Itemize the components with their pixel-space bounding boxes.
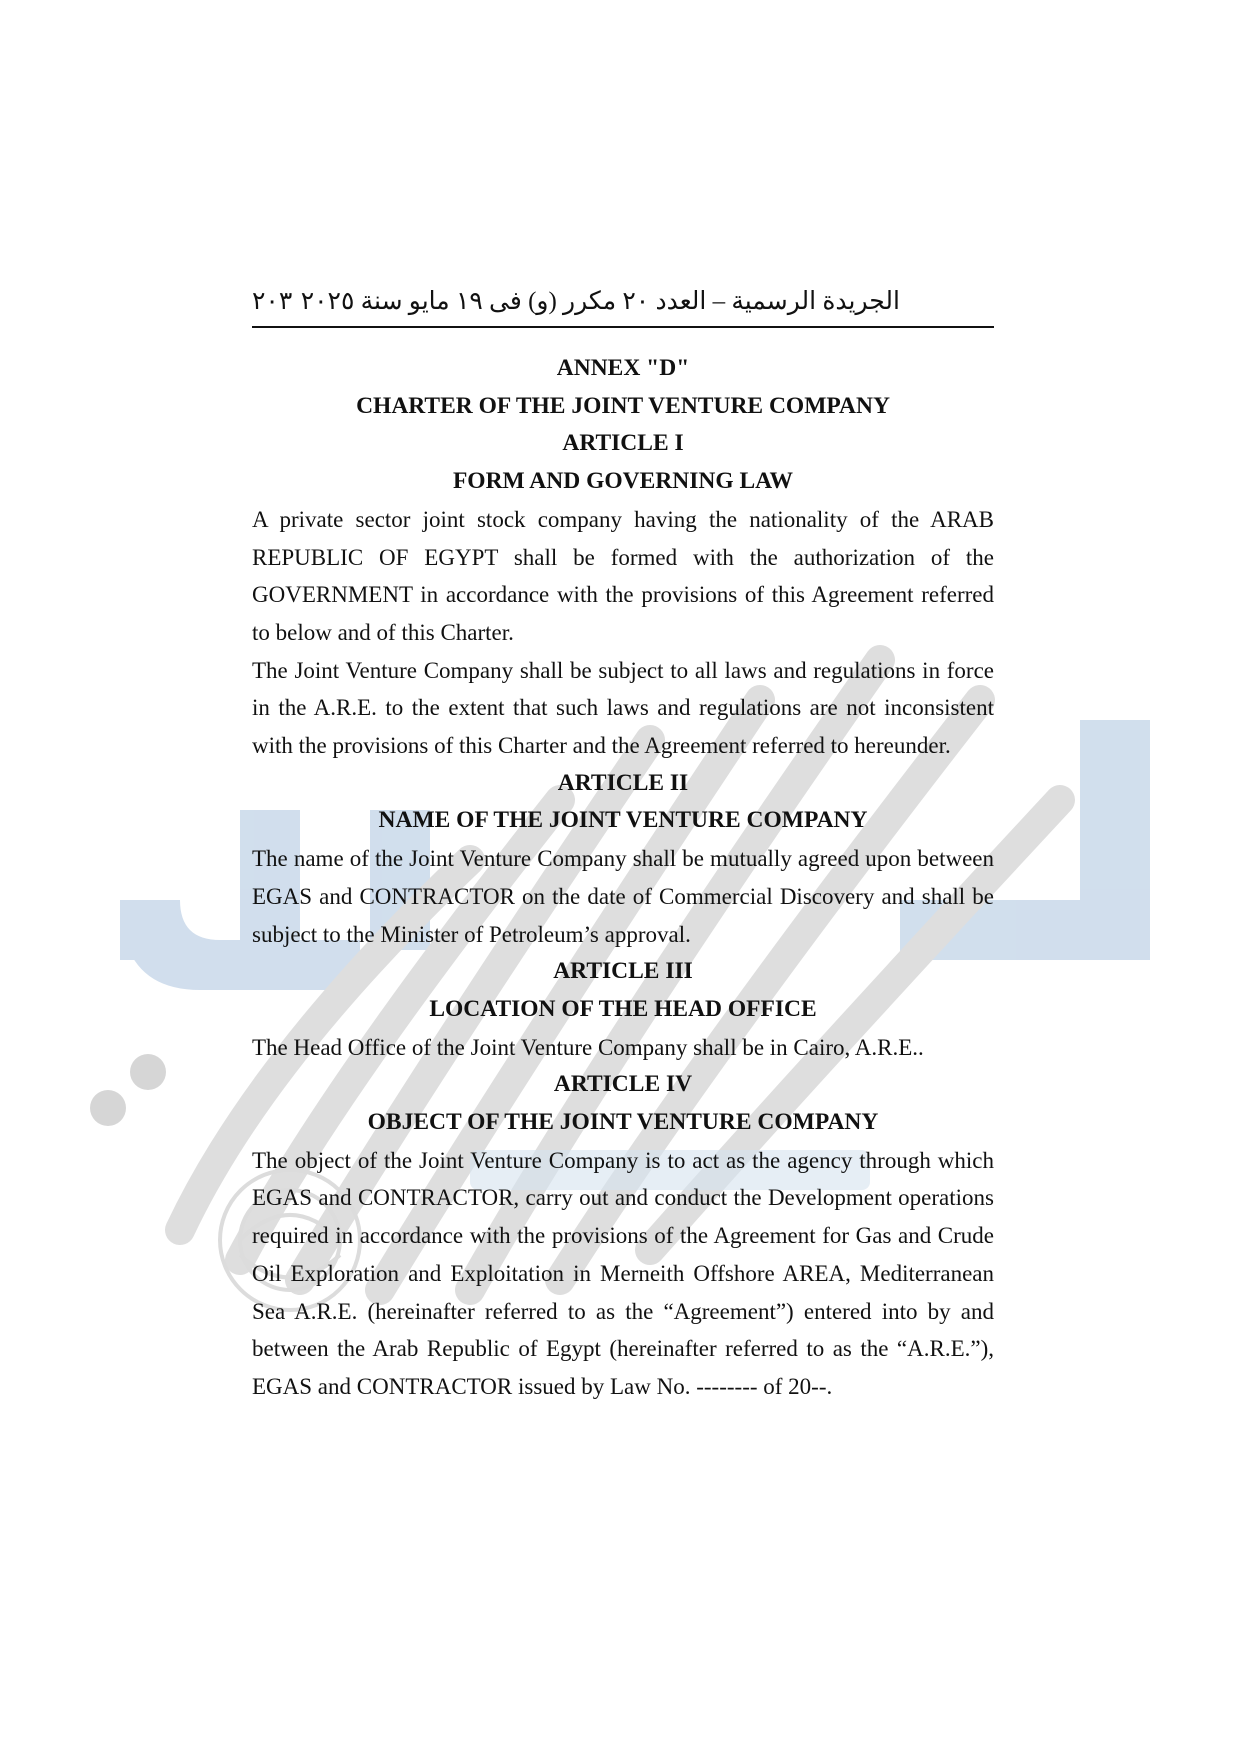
- article-title: LOCATION OF THE HEAD OFFICE: [429, 995, 817, 1022]
- page-number: ٢٠٣: [252, 288, 293, 315]
- article-paragraph: The object of the Joint Venture Company is to act as the agency through which EGAS and CONTRACTOR, carry out and conduct the Development operations required in accordance with the provisions of the Agreement for Gas and Crude Oil Exploration and Exploitation in Merneith Offshore AREA, Mediterranean Sea A.R.E. (hereinafter referred to as the “Agreement”) entered into by and between the Arab Republic of Egypt (hereinafter referred to as the “A.R.E.”), EGAS and CONTRACTOR issued by Law No. -------- of 20--.: [252, 1147, 994, 1399]
- document-body: [252, 350, 994, 1406]
- charter-title: CHARTER OF THE JOINT VENTURE COMPANY: [356, 392, 890, 419]
- article-paragraph: A private sector joint stock company having the nationality of the ARAB REPUBLIC OF EGYPT shall be formed with the authorization of the GOVERNMENT in accordance with the provisions of this Agreement referred to below and of this Charter.: [252, 506, 994, 645]
- article-number: ARTICLE II: [557, 769, 689, 796]
- watermark-dots: [90, 1054, 166, 1126]
- article-number: ARTICLE IV: [553, 1071, 693, 1098]
- article-title: FORM AND GOVERNING LAW: [452, 468, 794, 495]
- article-paragraph: The Joint Venture Company shall be subject to all laws and regulations in force in the A.R.E. to the extent that such laws and regulations are not inconsistent with the provisions of this Charter and the Agreement referred to hereunder.: [252, 657, 994, 759]
- article-number: ARTICLE III: [553, 958, 693, 985]
- article-title: NAME OF THE JOINT VENTURE COMPANY: [378, 807, 868, 834]
- article-number: ARTICLE I: [562, 430, 684, 457]
- article-title: OBJECT OF THE JOINT VENTURE COMPANY: [367, 1109, 879, 1136]
- article-paragraph: The Head Office of the Joint Venture Company shall be in Cairo, A.R.E..: [252, 1034, 924, 1060]
- gazette-title: الجريدة الرسمية – العدد ٢٠ مكرر (و) فى ١٩ مايو سنة ٢٠٢٥: [300, 288, 900, 315]
- running-header: [252, 286, 994, 328]
- annex-heading: ANNEX "D": [556, 355, 690, 381]
- article-paragraph: The name of the Joint Venture Company shall be mutually agreed upon between EGAS and CONTRACTOR on the date of Commercial Discovery and shall be subject to the Minister of Petroleum’s approval.: [252, 846, 994, 947]
